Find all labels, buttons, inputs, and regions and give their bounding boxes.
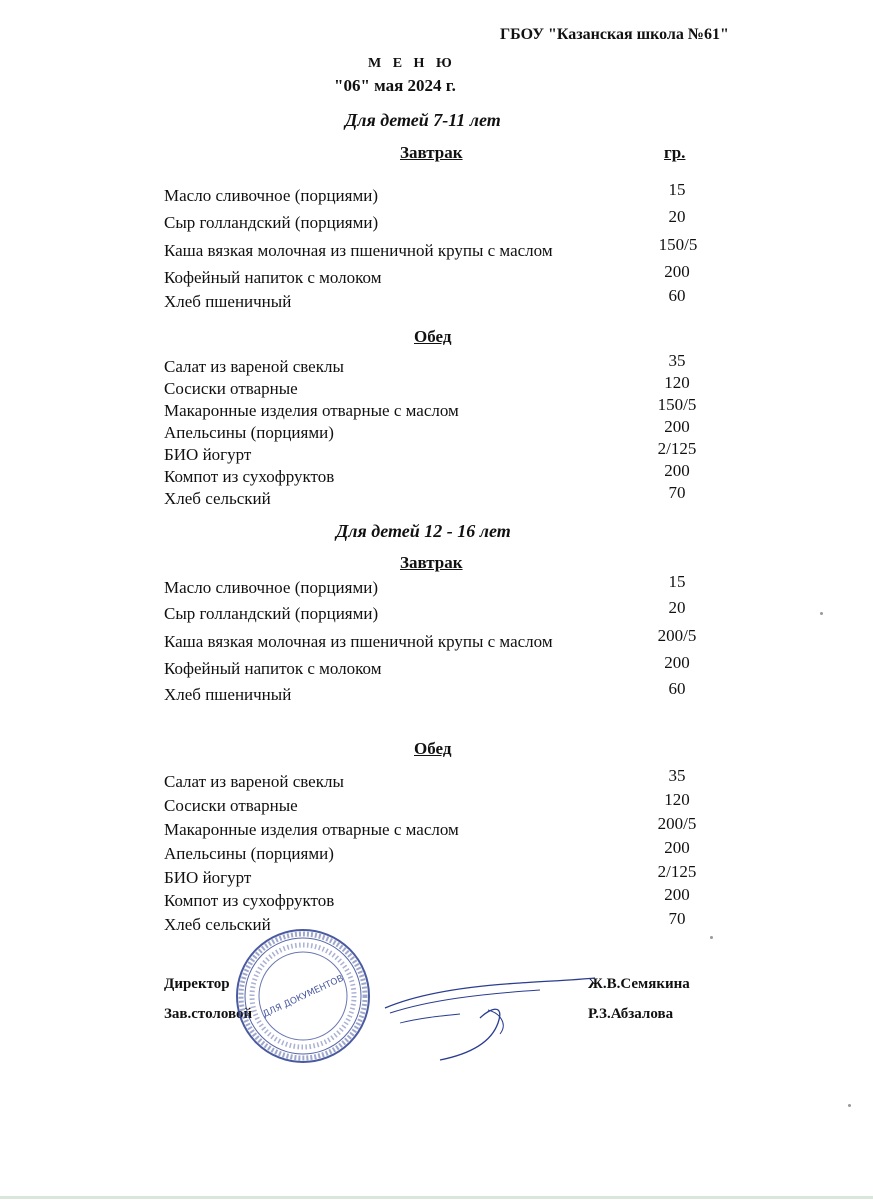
dish-name: Сосиски отварные bbox=[164, 796, 298, 815]
director-name: Ж.В.Семякина bbox=[588, 976, 690, 992]
dish-name: БИО йогурт bbox=[164, 868, 252, 887]
menu-item-row bbox=[0, 572, 873, 598]
menu-item-row bbox=[0, 439, 873, 465]
scan-speck bbox=[710, 936, 713, 939]
dish-portion-grams: 150/5 bbox=[657, 395, 697, 414]
dish-portion-grams: 200 bbox=[664, 653, 690, 672]
dish-name: Хлеб сельский bbox=[164, 489, 271, 508]
svg-text:ДЛЯ ДОКУМЕНТОВ: ДЛЯ ДОКУМЕНТОВ bbox=[261, 973, 346, 1021]
age-group-title-12-16: Для детей 12 - 16 лет bbox=[336, 521, 511, 541]
dish-portion-grams: 200 bbox=[664, 885, 690, 904]
scan-speck bbox=[848, 1104, 851, 1107]
official-round-stamp bbox=[233, 926, 373, 1066]
dish-portion-grams: 200 bbox=[664, 262, 690, 281]
dish-name: Сыр голландский (порциями) bbox=[164, 213, 379, 232]
menu-date: "06" мая 2024 г. bbox=[334, 76, 456, 95]
dish-portion-grams: 200/5 bbox=[657, 814, 697, 833]
dish-portion-grams: 200 bbox=[664, 461, 690, 480]
handwritten-signature bbox=[380, 968, 600, 1068]
menu-item-row bbox=[0, 483, 873, 509]
menu-item-row bbox=[0, 262, 873, 288]
school-name: ГБОУ "Казанская школа №61" bbox=[500, 26, 729, 43]
dish-portion-grams: 2/125 bbox=[657, 862, 697, 881]
dish-portion-grams: 200/5 bbox=[657, 626, 697, 645]
dish-portion-grams: 20 bbox=[668, 207, 686, 226]
dish-portion-grams: 70 bbox=[668, 483, 686, 502]
dish-portion-grams: 15 bbox=[668, 572, 686, 591]
menu-item-row bbox=[0, 395, 873, 421]
dish-name: Сыр голландский (порциями) bbox=[164, 604, 379, 623]
canteen-manager-name: Р.З.Абзалова bbox=[588, 1006, 674, 1022]
dish-name: Компот из сухофруктов bbox=[164, 891, 335, 910]
menu-item-row bbox=[0, 814, 873, 840]
dish-portion-grams: 2/125 bbox=[657, 439, 697, 458]
dish-portion-grams: 20 bbox=[668, 598, 686, 617]
dish-portion-grams: 200 bbox=[664, 838, 690, 857]
scan-edge-line bbox=[0, 1196, 873, 1199]
dish-name: Салат из вареной свеклы bbox=[164, 357, 344, 376]
section-heading-breakfast: Завтрак bbox=[400, 143, 463, 162]
menu-item-row bbox=[0, 235, 873, 261]
dish-name: Каша вязкая молочная из пшеничной крупы с маслом bbox=[164, 241, 553, 260]
director-label: Директор bbox=[164, 976, 230, 992]
menu-item-row bbox=[0, 373, 873, 399]
dish-portion-grams: 60 bbox=[668, 286, 686, 305]
age-group-title-7-11: Для детей 7-11 лет bbox=[345, 110, 501, 130]
dish-name: Масло сливочное (порциями) bbox=[164, 578, 378, 597]
menu-item-row bbox=[0, 653, 873, 679]
dish-portion-grams: 35 bbox=[668, 766, 686, 785]
menu-item-row bbox=[0, 679, 873, 705]
dish-name: Кофейный напиток с молоком bbox=[164, 268, 382, 287]
dish-portion-grams: 35 bbox=[668, 351, 686, 370]
menu-item-row bbox=[0, 351, 873, 377]
dish-name: Макаронные изделия отварные с маслом bbox=[164, 401, 459, 420]
dish-name: Апельсины (порциями) bbox=[164, 844, 334, 863]
dish-name: Макаронные изделия отварные с маслом bbox=[164, 820, 459, 839]
dish-name: Хлеб пшеничный bbox=[164, 292, 292, 311]
dish-portion-grams: 200 bbox=[664, 417, 690, 436]
dish-portion-grams: 60 bbox=[668, 679, 686, 698]
dish-name: Апельсины (порциями) bbox=[164, 423, 334, 442]
dish-name: БИО йогурт bbox=[164, 445, 252, 464]
section-heading-breakfast: Завтрак bbox=[400, 553, 463, 572]
canteen-manager-label: Зав.столовой bbox=[164, 1006, 253, 1022]
menu-item-row bbox=[0, 626, 873, 652]
menu-item-row bbox=[0, 862, 873, 888]
menu-item-row bbox=[0, 417, 873, 443]
dish-portion-grams: 15 bbox=[668, 180, 686, 199]
dish-portion-grams: 150/5 bbox=[658, 235, 698, 254]
menu-item-row bbox=[0, 207, 873, 233]
dish-name: Салат из вареной свеклы bbox=[164, 772, 344, 791]
dish-name: Сосиски отварные bbox=[164, 379, 298, 398]
menu-item-row bbox=[0, 598, 873, 624]
menu-item-row bbox=[0, 909, 873, 935]
dish-name: Компот из сухофруктов bbox=[164, 467, 335, 486]
dish-name: Кофейный напиток с молоком bbox=[164, 659, 382, 678]
section-heading-lunch: Обед bbox=[414, 327, 452, 346]
scan-speck bbox=[820, 612, 823, 615]
menu-item-row bbox=[0, 461, 873, 487]
menu-item-row bbox=[0, 766, 873, 792]
unit-heading: гр. bbox=[664, 143, 686, 162]
menu-item-row bbox=[0, 286, 873, 312]
dish-portion-grams: 70 bbox=[668, 909, 686, 928]
menu-item-row bbox=[0, 885, 873, 911]
dish-name: Хлеб сельский bbox=[164, 915, 271, 934]
dish-portion-grams: 120 bbox=[664, 373, 690, 392]
dish-name: Хлеб пшеничный bbox=[164, 685, 292, 704]
dish-name: Масло сливочное (порциями) bbox=[164, 186, 378, 205]
menu-item-row bbox=[0, 790, 873, 816]
dish-name: Каша вязкая молочная из пшеничной крупы с маслом bbox=[164, 632, 553, 651]
menu-item-row bbox=[0, 180, 873, 206]
menu-title: М Е Н Ю bbox=[368, 56, 456, 71]
dish-portion-grams: 120 bbox=[664, 790, 690, 809]
menu-item-row bbox=[0, 838, 873, 864]
section-heading-lunch: Обед bbox=[414, 739, 452, 758]
